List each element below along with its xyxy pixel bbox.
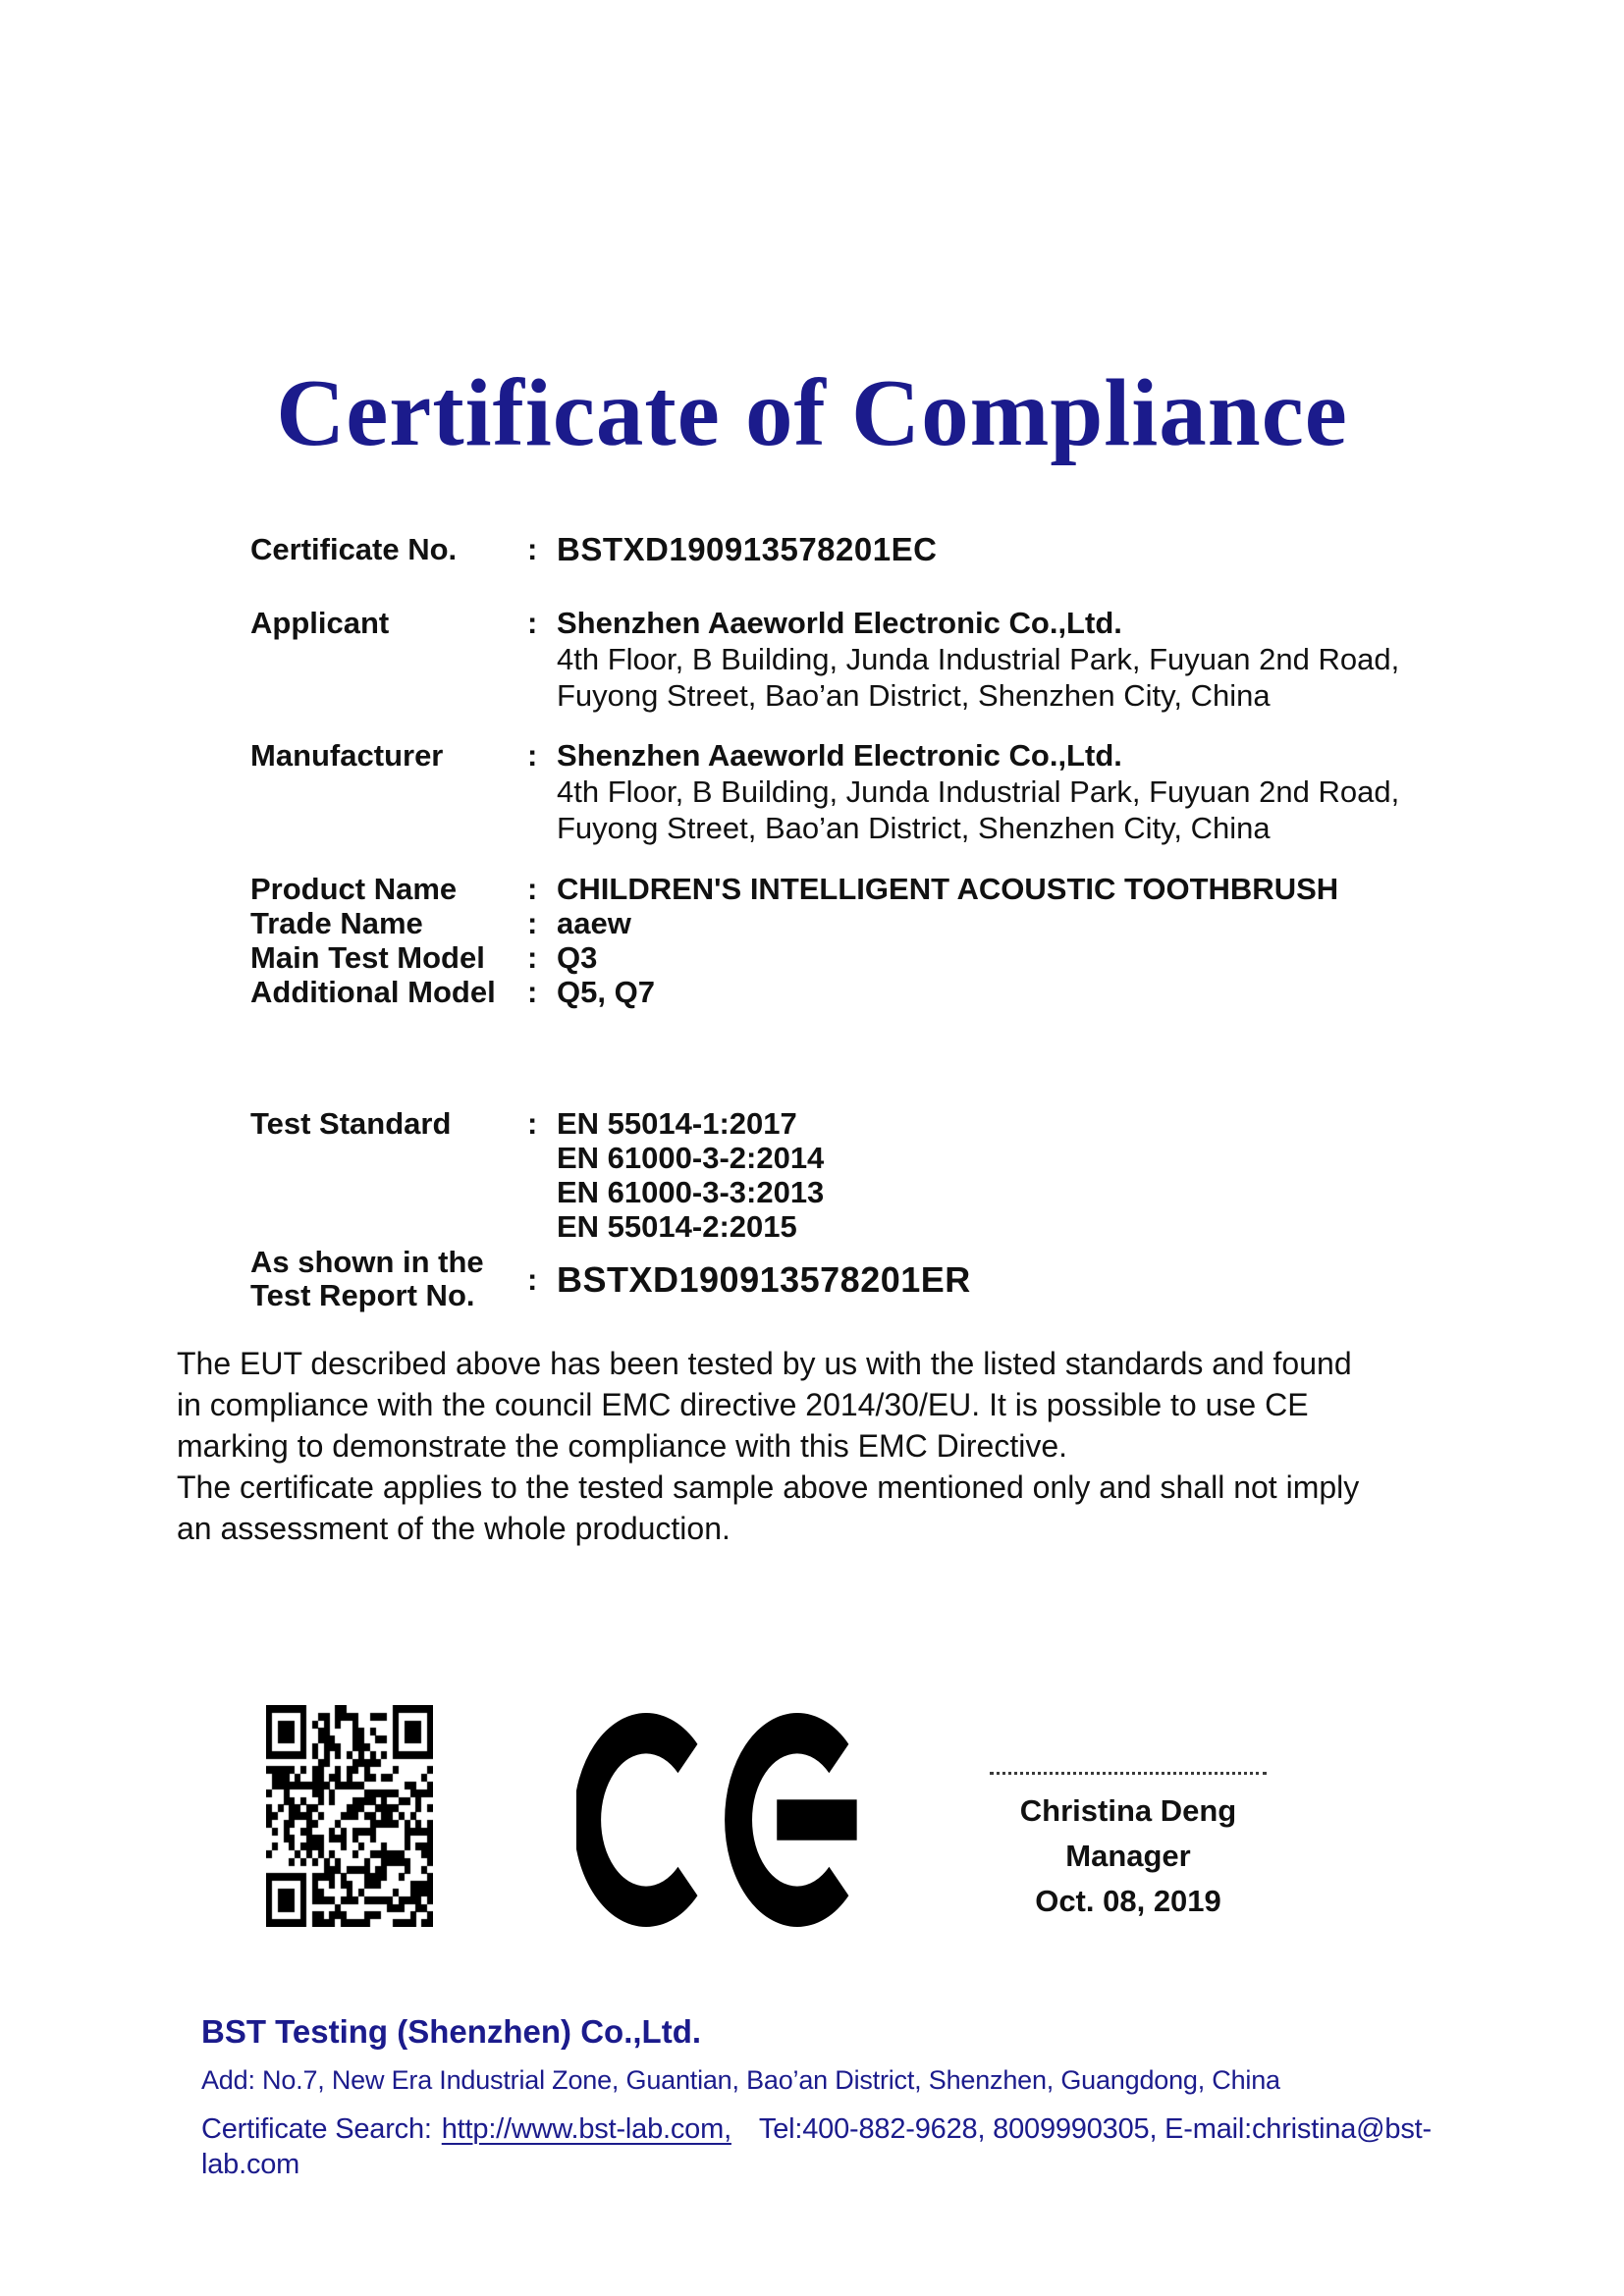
field-value: CHILDREN'S INTELLIGENT ACOUSTIC TOOTHBRUSH xyxy=(557,872,1339,906)
field-colon: : xyxy=(527,532,538,566)
signer-name: Christina Deng xyxy=(1019,1793,1237,1828)
field-colon: : xyxy=(527,872,538,906)
field-value: BSTXD190913578201EC xyxy=(557,531,938,567)
field-value: Q3 xyxy=(557,940,598,975)
field-value: aaew xyxy=(557,906,631,940)
field-colon: : xyxy=(527,940,538,975)
field-label: Main Test Model xyxy=(250,940,485,975)
field-certificate-no xyxy=(250,531,1438,567)
field-additional-model xyxy=(250,975,1438,1009)
field-label: Applicant xyxy=(250,606,390,640)
field-label: Certificate No. xyxy=(250,532,458,566)
statement-paragraph xyxy=(177,1343,1473,1549)
company-name: Shenzhen Aaeworld Electronic Co.,Ltd. xyxy=(557,606,1122,640)
field-test-standard xyxy=(250,1106,1438,1244)
address-line: 4th Floor, B Building, Junda Industrial Park, Fuyuan 2nd Road, xyxy=(557,642,1400,676)
standard-line: EN 61000-3-3:2013 xyxy=(557,1175,825,1209)
field-product-name xyxy=(250,872,1438,906)
statement-line: marking to demonstrate the compliance with this EMC Directive. xyxy=(177,1428,1068,1464)
field-label-line: As shown in the xyxy=(250,1245,484,1279)
ce-marking-logo xyxy=(576,1713,867,1927)
field-test-report-no xyxy=(250,1246,1438,1312)
field-colon: : xyxy=(527,738,538,773)
field-label-line: Test Report No. xyxy=(250,1278,475,1312)
signature-block xyxy=(990,1759,1267,1924)
issue-date: Oct. 08, 2019 xyxy=(1035,1884,1221,1918)
address-line: Fuyong Street, Bao’an District, Shenzhen City, China xyxy=(557,811,1271,845)
field-manufacturer xyxy=(250,737,1438,846)
field-value xyxy=(557,1106,824,1244)
certificate-search-link[interactable]: http://www.bst-lab.com, xyxy=(441,2113,731,2145)
field-main-test-model xyxy=(250,940,1438,975)
field-colon: : xyxy=(527,906,538,940)
lab-company-name: BST Testing (Shenzhen) Co.,Ltd. xyxy=(201,2013,702,2050)
field-trade-name xyxy=(250,906,1438,940)
field-colon: : xyxy=(527,975,538,1009)
footer-search-line xyxy=(201,2111,1497,2182)
field-value xyxy=(557,737,1399,846)
signature-dotted-line xyxy=(990,1759,1267,1775)
footer xyxy=(201,2012,1497,2182)
field-value: BSTXD190913578201ER xyxy=(557,1258,971,1300)
address-line: 4th Floor, B Building, Junda Industrial Park, Fuyuan 2nd Road, xyxy=(557,774,1400,809)
standard-line: EN 61000-3-2:2014 xyxy=(557,1141,825,1175)
field-label: Manufacturer xyxy=(250,738,444,773)
field-colon: : xyxy=(527,606,538,640)
field-colon: : xyxy=(527,1261,538,1297)
certificate-search-label: Certificate Search: xyxy=(201,2113,432,2145)
lab-address: Add: No.7, New Era Industrial Zone, Guantian, Bao’an District, Shenzhen, Guangdong, China xyxy=(201,2065,1280,2095)
statement-line: in compliance with the council EMC directive 2014/30/EU. It is possible to use CE xyxy=(177,1387,1309,1422)
field-label xyxy=(250,1246,527,1312)
field-label: Additional Model xyxy=(250,975,496,1009)
signer-role: Manager xyxy=(1065,1839,1191,1873)
statement-line: The EUT described above has been tested by us with the listed standards and found xyxy=(177,1346,1352,1381)
field-label: Product Name xyxy=(250,872,458,906)
page-title: Certificate of Compliance xyxy=(276,360,1348,465)
certificate-fields xyxy=(250,531,1438,1312)
qr-code xyxy=(266,1705,433,1927)
field-value: Q5, Q7 xyxy=(557,975,655,1009)
standard-line: EN 55014-1:2017 xyxy=(557,1106,797,1141)
statement-line: The certificate applies to the tested sample above mentioned only and shall not imply xyxy=(177,1469,1360,1505)
standard-line: EN 55014-2:2015 xyxy=(557,1209,797,1244)
field-applicant xyxy=(250,605,1438,714)
field-label: Trade Name xyxy=(250,906,423,940)
field-label: Test Standard xyxy=(250,1106,452,1141)
statement-line: an assessment of the whole production. xyxy=(177,1511,731,1546)
lab-contact-info: Tel:400-882-9628, 8009990305, E-mail:christina@bst-lab.com xyxy=(201,2113,1432,2180)
company-name: Shenzhen Aaeworld Electronic Co.,Ltd. xyxy=(557,738,1122,773)
address-line: Fuyong Street, Bao’an District, Shenzhen City, China xyxy=(557,678,1271,713)
field-value xyxy=(557,605,1399,714)
field-colon: : xyxy=(527,1106,538,1141)
